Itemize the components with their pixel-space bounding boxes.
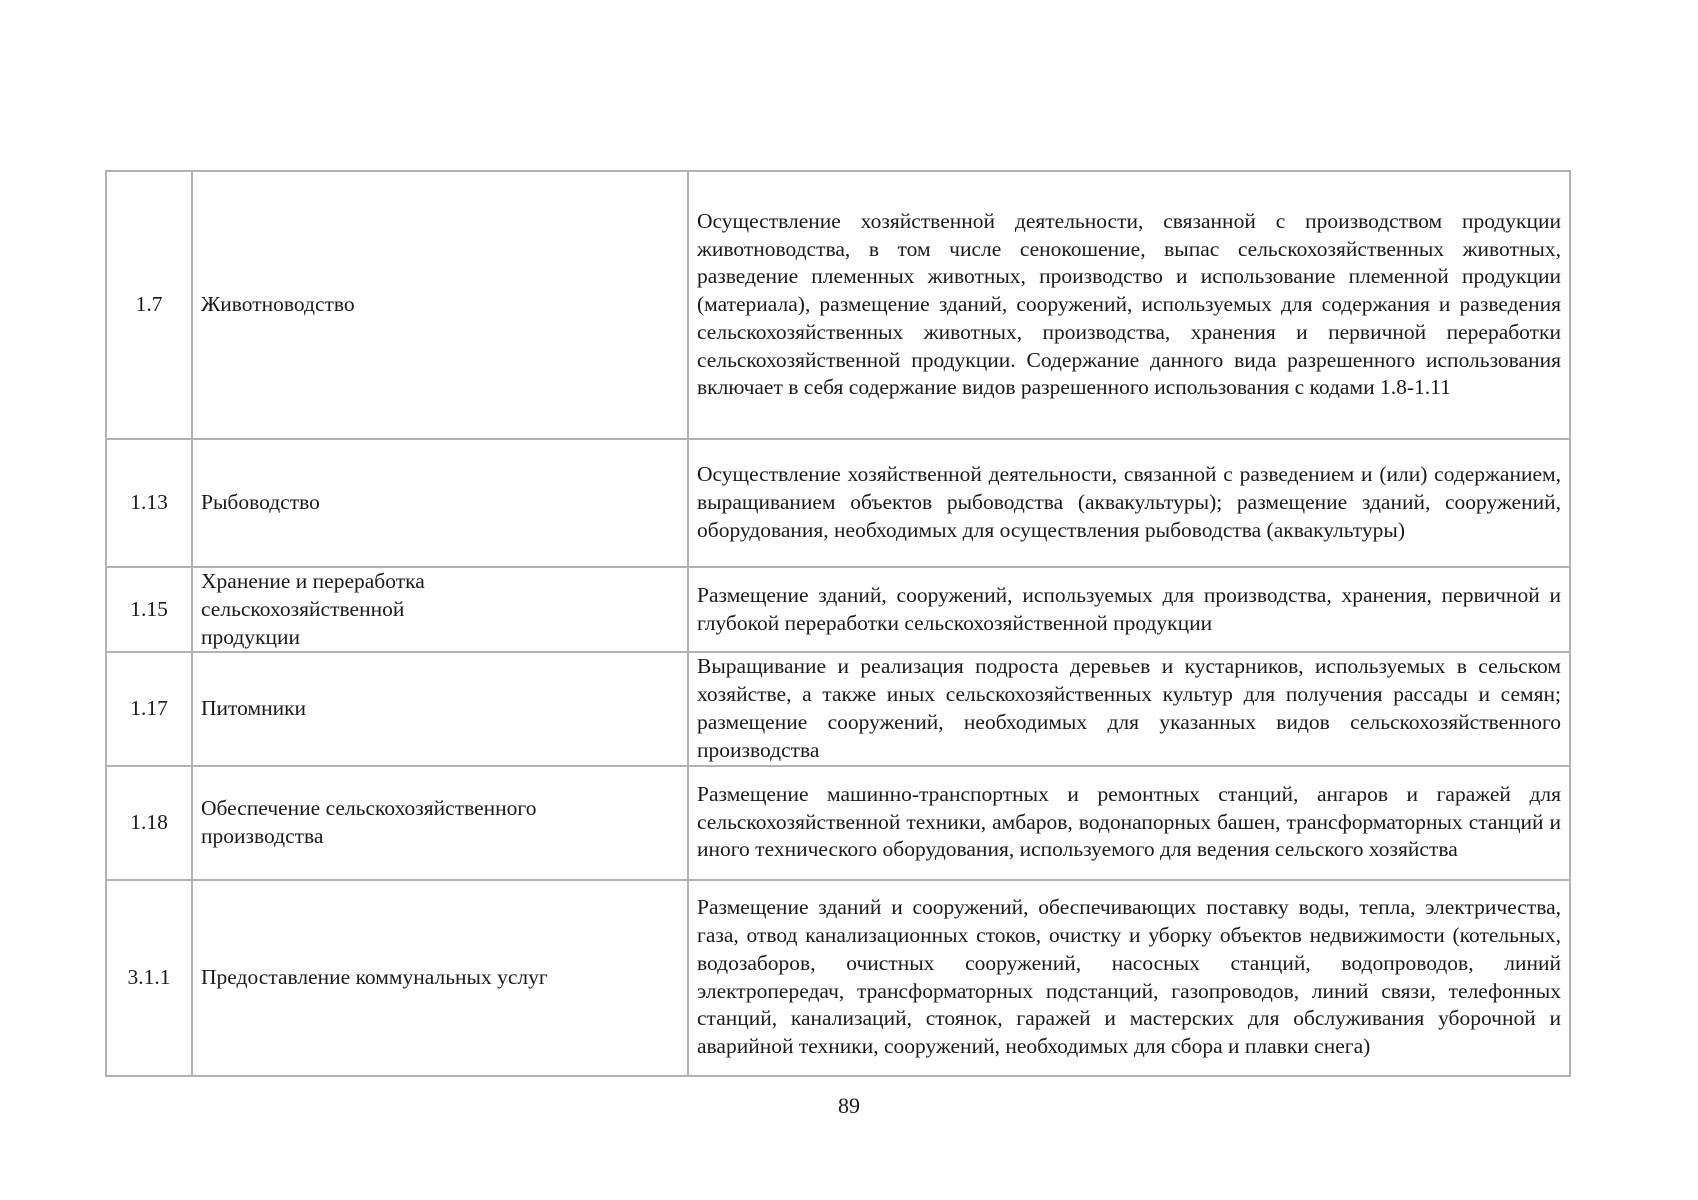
- use-code: 3.1.1: [106, 880, 192, 1076]
- use-description: Размещение зданий, сооружений, используемых для производства, хранения, первичной и глубокой переработки сельскохозяйственной продукции: [688, 567, 1570, 652]
- use-code: 1.17: [106, 652, 192, 765]
- use-name: Хранение и переработка сельскохозяйственной продукции: [192, 567, 688, 652]
- use-description: Размещение зданий и сооружений, обеспечивающих поставку воды, тепла, электричества, газа, отвод канализационных стоков, очистку и уборку объектов недвижимости (котельных, водозаборов, очистных сооружений, насосных станций, водопроводов, линий электропередач, трансформаторных подстанций, газопроводов, линий связи, телефонных станций, канализаций, стоянок, гаражей и мастерских для обслуживания уборочной и аварийной техники, сооружений, необходимых для сбора и плавки снега): [688, 880, 1570, 1076]
- use-code: 1.13: [106, 439, 192, 567]
- use-code: 1.15: [106, 567, 192, 652]
- table-row: [106, 567, 1570, 652]
- use-name: Рыбоводство: [192, 439, 688, 567]
- use-name: Предоставление коммунальных услуг: [192, 880, 688, 1076]
- table-row: [106, 171, 1570, 439]
- use-code: 1.7: [106, 171, 192, 439]
- land-use-table: [105, 170, 1571, 1077]
- use-name: Питомники: [192, 652, 688, 765]
- table-row: [106, 880, 1570, 1076]
- table-row: [106, 439, 1570, 567]
- use-description: Размещение машинно-транспортных и ремонтных станций, ангаров и гаражей для сельскохозяйственной техники, амбаров, водонапорных башен, трансформаторных станций и иного технического оборудования, используемого для ведения сельского хозяйства: [688, 766, 1570, 880]
- table-row: [106, 652, 1570, 765]
- page-number: 89: [838, 1093, 860, 1118]
- use-name: Обеспечение сельскохозяйственного производства: [192, 766, 688, 880]
- table-row: [106, 766, 1570, 880]
- use-name: Животноводство: [192, 171, 688, 439]
- use-description: Осуществление хозяйственной деятельности, связанной с разведением и (или) содержанием, выращиванием объектов рыбоводства (аквакультуры); размещение зданий, сооружений, оборудования, необходимых для осуществления рыбоводства (аквакультуры): [688, 439, 1570, 567]
- use-code: 1.18: [106, 766, 192, 880]
- use-description: Осуществление хозяйственной деятельности, связанной с производством продукции животноводства, в том числе сенокошение, выпас сельскохозяйственных животных, разведение племенных животных, производство и использование племенной продукции (материала), размещение зданий, сооружений, используемых для содержания и разведения сельскохозяйственных животных, производства, хранения и первичной переработки сельскохозяйственной продукции. Содержание данного вида разрешенного использования включает в себя содержание видов разрешенного использования с кодами 1.8-1.11: [688, 171, 1570, 439]
- use-description: Выращивание и реализация подроста деревьев и кустарников, используемых в сельском хозяйстве, а также иных сельскохозяйственных культур для получения рассады и семян; размещение сооружений, необходимых для указанных видов сельскохозяйственного производства: [688, 652, 1570, 765]
